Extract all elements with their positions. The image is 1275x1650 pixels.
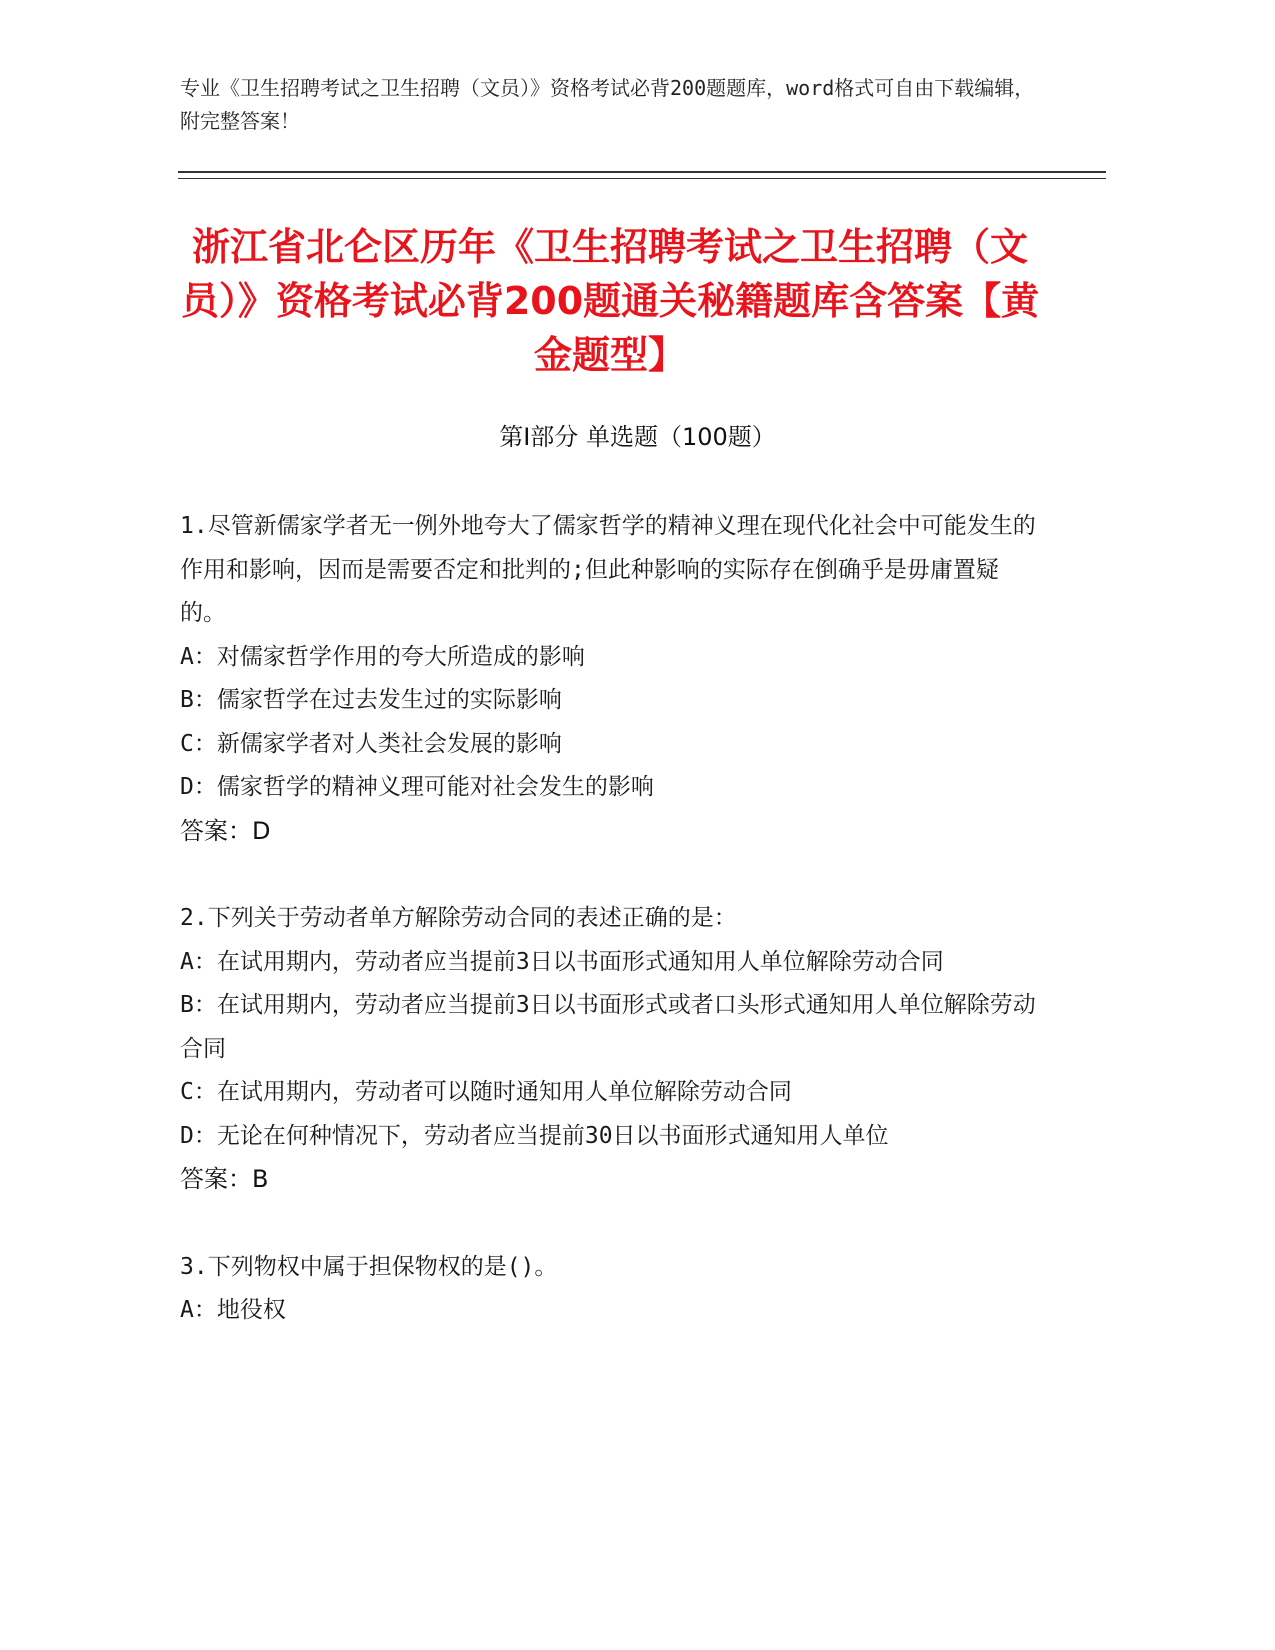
header-note: 专业《卫生招聘考试之卫生招聘（文员）》资格考试必背200题题库，word格式可自由下载编辑，附完整答案！	[180, 76, 1035, 133]
option-d: D：无论在何种情况下，劳动者应当提前30日以书面形式通知用人单位	[180, 1122, 889, 1149]
question-2	[180, 897, 1040, 1202]
answer: 答案：B	[180, 1165, 269, 1193]
question-stem: 3.下列物权中属于担保物权的是()。	[180, 1253, 558, 1280]
question-stem: 1.尽管新儒家学者无一例外地夸大了儒家哲学的精神义理在现代化社会中可能发生的作用和影响，因而是需要否定和批判的;但此种影响的实际存在倒确乎是毋庸置疑的。	[180, 513, 1036, 626]
option-c: C：在试用期内，劳动者可以随时通知用人单位解除劳动合同	[180, 1079, 792, 1105]
option-b: B：儒家哲学在过去发生过的实际影响	[180, 687, 562, 713]
section-title: 第Ⅰ部分 单选题（100题）	[499, 423, 776, 451]
option-d: D：儒家哲学的精神义理可能对社会发生的影响	[180, 774, 654, 800]
option-a: A：地役权	[180, 1297, 286, 1323]
header-rule-thin	[178, 178, 1106, 179]
answer: 答案：D	[180, 816, 271, 845]
option-a: A：对儒家哲学作用的夸大所造成的影响	[180, 643, 585, 670]
question-list	[180, 505, 1040, 1377]
option-a: A：在试用期内，劳动者应当提前3日以书面形式通知用人单位解除劳动合同	[180, 948, 944, 975]
option-c: C：新儒家学者对人类社会发展的影响	[180, 730, 562, 757]
question-1	[180, 505, 1040, 853]
document-title: 浙江省北仑区历年《卫生招聘考试之卫生招聘（文员）》资格考试必背200题通关秘籍题库含答案【黄金题型】	[180, 225, 1040, 377]
question-stem: 2.下列关于劳动者单方解除劳动合同的表述正确的是：	[180, 905, 737, 931]
header-rule-thick	[178, 171, 1106, 173]
option-b: B：在试用期内，劳动者应当提前3日以书面形式或者口头形式通知用人单位解除劳动合同	[180, 992, 1036, 1062]
question-3	[180, 1246, 1040, 1333]
